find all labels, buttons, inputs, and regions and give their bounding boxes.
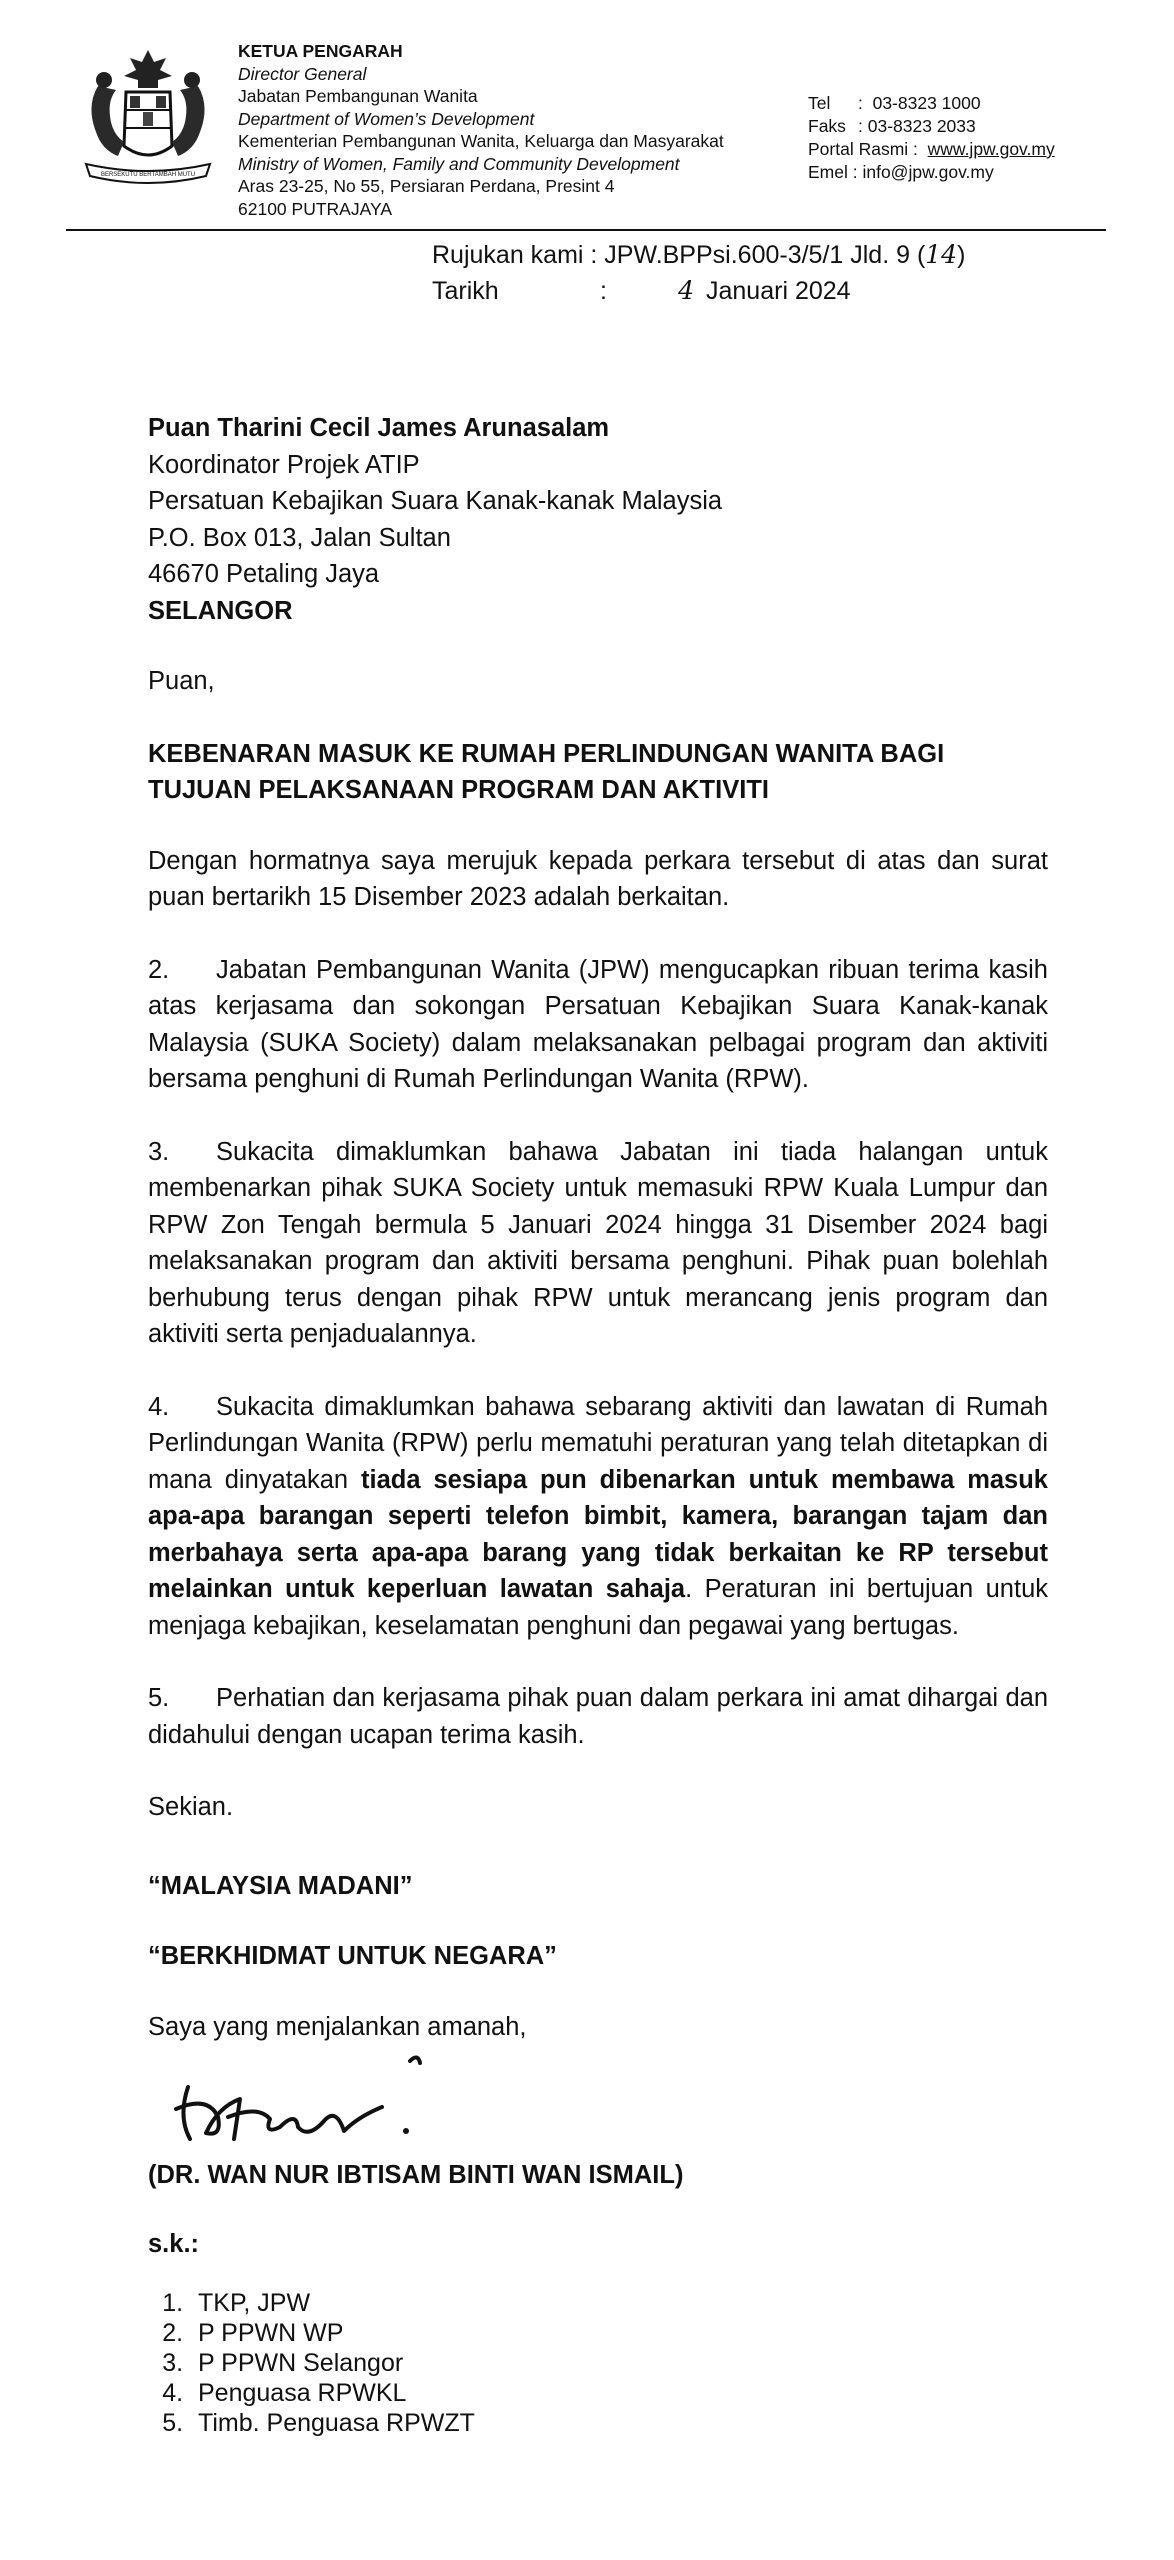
- email-link[interactable]: info@jpw.gov.my: [862, 162, 994, 182]
- cc-list: [148, 2288, 1048, 2438]
- recipient-address: Puan Tharini Cecil James Arunasalam Koordinator Projek ATIP Persatuan Kebajikan Suara Kanak-kanak Malaysia P.O. Box 013, Jalan Sultan 46670 Petaling Jaya SELANGOR: [148, 414, 723, 625]
- letterhead-address-1: Aras 23-25, No 55, Persiaran Perdana, Presint 4: [238, 176, 615, 196]
- letterhead-address-2: 62100 PUTRAJAYA: [238, 198, 393, 219]
- contact-fax: Faks : 03-8323 2033: [808, 116, 976, 136]
- contact-portal: Portal Rasmi : www.jpw.gov.my: [808, 139, 1055, 159]
- sekian: Sekian.: [148, 1793, 234, 1821]
- letterhead-ministry-en: Ministry of Women, Family and Community Development: [238, 153, 680, 174]
- letter-subject: KEBENARAN MASUK KE RUMAH PERLINDUNGAN WANITA BAGI TUJUAN PELAKSANAAN PROGRAM DAN AKTIVITI: [148, 739, 945, 804]
- reference-handwritten: 14: [925, 240, 958, 269]
- paragraph-4-bold: tiada sesiapa pun dibenarkan untuk membawa masuk apa-apa barangan seperti telefon bimbit, kamera, barangan tajam dan merbahaya serta apa-apa barang yang tidak berkaitan ke RP tersebut melainkan untuk keperluan lawatan sahaja: [148, 1465, 1048, 1603]
- letterhead-title-en: Director General: [238, 63, 367, 84]
- letterhead-dept-en: Department of Women’s Development: [238, 108, 535, 129]
- coat-of-arms-crest: [68, 46, 228, 196]
- reference-number: JPW.BPPsi.600-3/5/1 Jld. 9 (: [604, 241, 926, 269]
- salutation: Puan,: [148, 667, 215, 695]
- signatory-name: (DR. WAN NUR IBTISAM BINTI WAN ISMAIL): [148, 2161, 684, 2189]
- paragraph-2: 2. Jabatan Pembangunan Wanita (JPW) mengucapkan ribuan terima kasih atas kerjasama dan sokongan Persatuan Kebajikan Suara Kanak-kanak Malaysia (SUKA Society) dalam melaksanakan pelbagai program dan aktiviti bersama penghuni di Rumah Perlindungan Wanita (RPW).: [148, 955, 1048, 1093]
- cc-item: 2. P PPWN WP: [190, 2318, 1048, 2348]
- paragraph-4: 4. Sukacita dimaklumkan bahawa sebarang aktiviti dan lawatan di Rumah Perlindungan Wanita (RPW) perlu mematuhi peraturan yang telah ditetapkan di mana dinyatakan tiada sesiapa pun dibenarkan untuk membawa masuk apa-apa barangan seperti telefon bimbit, kamera, barangan tajam dan merbahaya serta apa-apa barang yang tidak berkaitan ke RP tersebut melainkan untuk keperluan lawatan sahaja. Peraturan ini bertujuan untuk menjaga kebajikan, keselamatan penghuni dan pegawai yang bertugas.: [148, 1392, 1048, 1640]
- contact-email: Emel : info@jpw.gov.my: [808, 162, 994, 182]
- portal-link[interactable]: www.jpw.gov.my: [927, 139, 1055, 159]
- paragraph-1: Dengan hormatnya saya merujuk kepada perkara tersebut di atas dan surat puan bertarikh 15 Disember 2023 adalah berkaitan.: [148, 846, 1048, 911]
- letterhead-department: [238, 40, 724, 220]
- letterhead-ministry-ms: Kementerian Pembangunan Wanita, Keluarga dan Masyarakat: [238, 131, 724, 151]
- date-month-year: Januari 2024: [706, 277, 851, 305]
- motto-malaysia-madani: “MALAYSIA MADANI”: [148, 1871, 413, 1900]
- cc-label: s.k.:: [148, 2229, 200, 2258]
- recipient-name: Puan Tharini Cecil James Arunasalam: [148, 414, 610, 442]
- cc-item: 4. Penguasa RPWKL: [190, 2378, 1048, 2408]
- contact-tel: Tel : 03-8323 1000: [808, 93, 981, 113]
- reference-block: [432, 237, 965, 309]
- date-row: Tarikh : 4 Januari 2024: [432, 273, 965, 309]
- letterhead-divider: [66, 229, 1106, 231]
- motto-berkhidmat: “BERKHIDMAT UNTUK NEGARA”: [148, 1942, 557, 1970]
- cc-item: 5. Timb. Penguasa RPWZT: [190, 2408, 1048, 2438]
- signature: [148, 2047, 448, 2157]
- trust-line: Saya yang menjalankan amanah,: [148, 2012, 527, 2041]
- letterhead-title: KETUA PENGARAH: [238, 41, 403, 61]
- paragraph-3: 3. Sukacita dimaklumkan bahawa Jabatan ini tiada halangan untuk membenarkan pihak SUKA Society untuk memasuki RPW Kuala Lumpur dan RPW Zon Tengah bermula 5 Januari 2024 hingga 31 Disember 2024 bagi melaksanakan program dan aktiviti bersama penghuni. Pihak puan bolehlah berhubung terus dengan pihak RPW untuk merancang jenis program dan aktiviti serta penjadualannya.: [148, 1137, 1048, 1348]
- letter-body: [148, 410, 1048, 2438]
- cc-item: 3. P PPWN Selangor: [190, 2348, 1048, 2378]
- reference-row: Rujukan kami : JPW.BPPsi.600-3/5/1 Jld. 9 ( 14 ): [432, 237, 965, 273]
- svg-text:BERSEKUTU BERTAMBAH MUTU: BERSEKUTU BERTAMBAH MUTU: [100, 172, 196, 178]
- cc-item: 1. TKP, JPW: [190, 2288, 1048, 2318]
- paragraph-5: 5. Perhatian dan kerjasama pihak puan dalam perkara ini amat dihargai dan didahului dengan ucapan terima kasih.: [148, 1684, 1048, 1749]
- date-day-handwritten: 4: [678, 276, 694, 305]
- letterhead-contacts: [808, 92, 1055, 184]
- letterhead-dept-ms: Jabatan Pembangunan Wanita: [238, 86, 478, 106]
